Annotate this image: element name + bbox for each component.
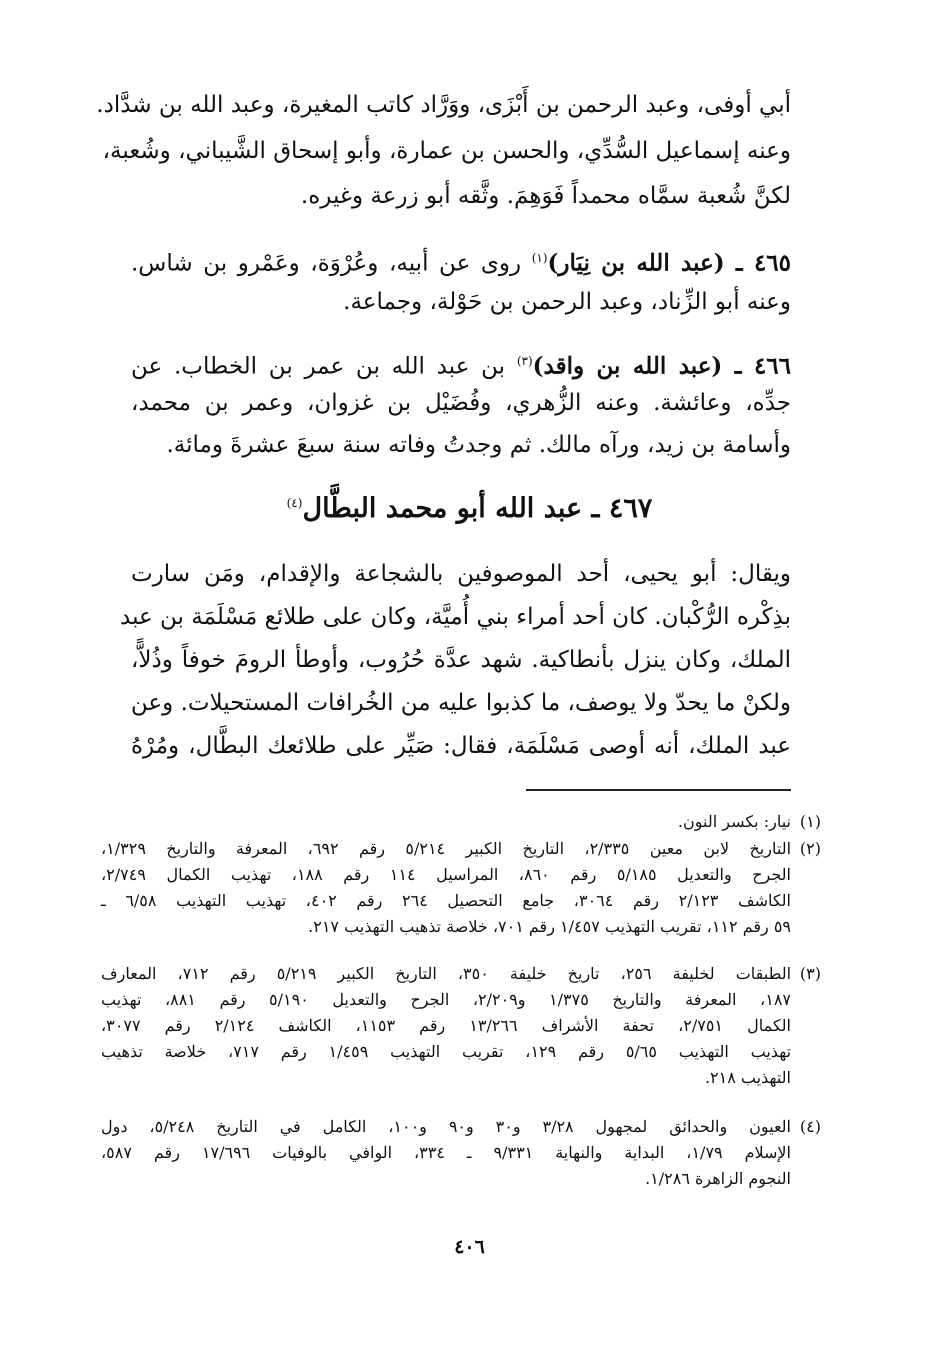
text-line: ولكنْ ما يحدّ ولا يوصف، ما كذبوا عليه من الخُرافات المستحيلات. وعن xyxy=(130,690,791,716)
text-line: أبي أوفى، وعبد الرحمن بن أَبْزَى، ووَرَّاد كاتب المغيرة، وعبد الله بن شدَّاد. xyxy=(96,92,791,118)
entry-466-line-3: وأسامة بن زيد، ورآه مالك. ثم وجدتُ وفاته سنة سبعَ عشرةَ ومائة. xyxy=(166,432,791,458)
entry-466-line-1 xyxy=(131,341,791,381)
entry-heading xyxy=(0,478,939,534)
footnote-line: الإسلام ١/٧٩، البداية والنهاية ٩/٣٣١ ـ ٣٣٤، الوافي بالوفيات ١٧/٦٩٦ رقم ٥٨٧، xyxy=(101,1143,791,1162)
footnote-line: الجرح والتعديل ٥/١٨٥ رقم ٨٦٠، المراسيل ١١٤ رقم ١٨٨، تهذيب الكمال ٢/٧٤٩، xyxy=(101,865,791,884)
entry-465-line-1 xyxy=(131,238,791,278)
footnote-line: الكاشف ٢/١٢٣ رقم ٣٠٦٤، جامع التحصيل ٢٦٤ رقم ٤٠٢، تهذيب التهذيب ٦/٥٨ ـ xyxy=(101,891,792,910)
footnote-line: الكمال ٢/٧٥١، تحفة الأشراف ١٣/٢٦٦ رقم ١١٥٣، الكاشف ٢/١٢٤ رقم ٣٠٧٧، xyxy=(101,1016,791,1035)
heading-text: ٤٦٧ ـ عبد الله أبو محمد البطَّال xyxy=(302,493,653,524)
entry-466-label: ٤٦٦ ـ (عبد الله بن واقد) xyxy=(532,352,791,380)
text-line: وعنه إسماعيل السُّدِّي، والحسن بن عمارة، وأبو إسحاق الشَّيباني، وشُعبة، xyxy=(102,138,791,164)
footnote-separator xyxy=(526,789,791,791)
text-line: لكنَّ شُعبة سمَّاه محمداً فَوَهِمَ. وثَّقه أبو زرعة وغيره. xyxy=(300,183,791,209)
footnote-ref: (٤) xyxy=(286,496,303,510)
footnote-number: (١) xyxy=(799,812,821,831)
footnote-line: الطبقات لخليفة ٢٥٦، تاريخ خليفة ٣٥٠، التاريخ الكبير ٥/٢١٩ رقم ٧١٢، المعارف xyxy=(101,964,792,983)
footnote-number: (٣) xyxy=(799,964,821,983)
footnote-number: (٤) xyxy=(799,1117,821,1136)
footnote-line: النجوم الزاهرة ١/٢٨٦. xyxy=(645,1169,791,1188)
entry-465-text: روى عن أبيه، وعُرْوَة، وعَمْرو بن شاس. xyxy=(131,250,532,277)
footnote-line: تهذيب التهذيب ٥/٦٥ رقم ١٢٩، تقريب التهذيب ١/٤٥٩ رقم ٧١٧، خلاصة تذهيب xyxy=(101,1042,792,1061)
text-line: بذِكْره الرُّكْبان. كان أحد أمراء بني أُميَّة، وكان على طلائع مَسْلَمَة بن عبد xyxy=(120,604,791,630)
entry-465-label: ٤٦٥ ـ (عبد الله بن نِيَار) xyxy=(547,249,791,277)
text-line: الملك، وكان ينزل بأنطاكية. شهد عدَّة حُرُوب، وأوطأ الرومَ خوفاً وذُلاًّ، xyxy=(131,647,791,673)
footnote-line: ١٨٧، المعرفة والتاريخ ١/٣٧٥ و٢/٢٠٩، الجرح والتعديل ٥/١٩٠ رقم ٨٨١، تهذيب xyxy=(101,990,791,1009)
footnote-ref: (٣) xyxy=(516,354,533,368)
footnote-line: العيون والحدائق لمجهول ٣/٢٨ و٣٠ و٩٠ و١٠٠، الكامل في التاريخ ٥/٢٤٨، دول xyxy=(101,1117,791,1136)
footnote-number: (٢) xyxy=(799,839,821,858)
footnote-line: نيار: بكسر النون. xyxy=(677,812,791,831)
entry-465-line-2: وعنه أبو الزِّناد، وعبد الرحمن بن حَوْلة، وجماعة. xyxy=(343,289,791,315)
footnote-line: التاريخ لابن معين ٢/٣٣٥، التاريخ الكبير ٥/٢١٤ رقم ٦٩٢، المعرفة والتاريخ ١/٣٢٩، xyxy=(101,839,792,858)
footnote-ref: (١) xyxy=(531,251,548,265)
entry-466-line-2: جدِّه، وعائشة. وعنه الزُّهري، وفُضَيْل بن غزوان، وعمر بن محمد، xyxy=(131,390,791,416)
text-line: عبد الملك، أنه أوصى مَسْلَمَة، فقال: صَيِّر على طلائعك البطَّال، ومُرْهُ xyxy=(131,733,791,759)
page-number: ٤٠٦ xyxy=(454,1236,485,1258)
footnote-line: ٥٩ رقم ١١٢، تقريب التهذيب ١/٤٥٧ رقم ٧٠١، خلاصة تذهيب التهذيب ٢١٧. xyxy=(308,917,791,936)
entry-466-text: بن عبد الله بن عمر بن الخطاب. عن xyxy=(131,353,517,380)
text-line: ويقال: أبو يحيى، أحد الموصوفين بالشجاعة والإقدام، ومَن سارت xyxy=(131,561,791,587)
footnote-line: التهذيب ٢١٨. xyxy=(704,1068,791,1087)
